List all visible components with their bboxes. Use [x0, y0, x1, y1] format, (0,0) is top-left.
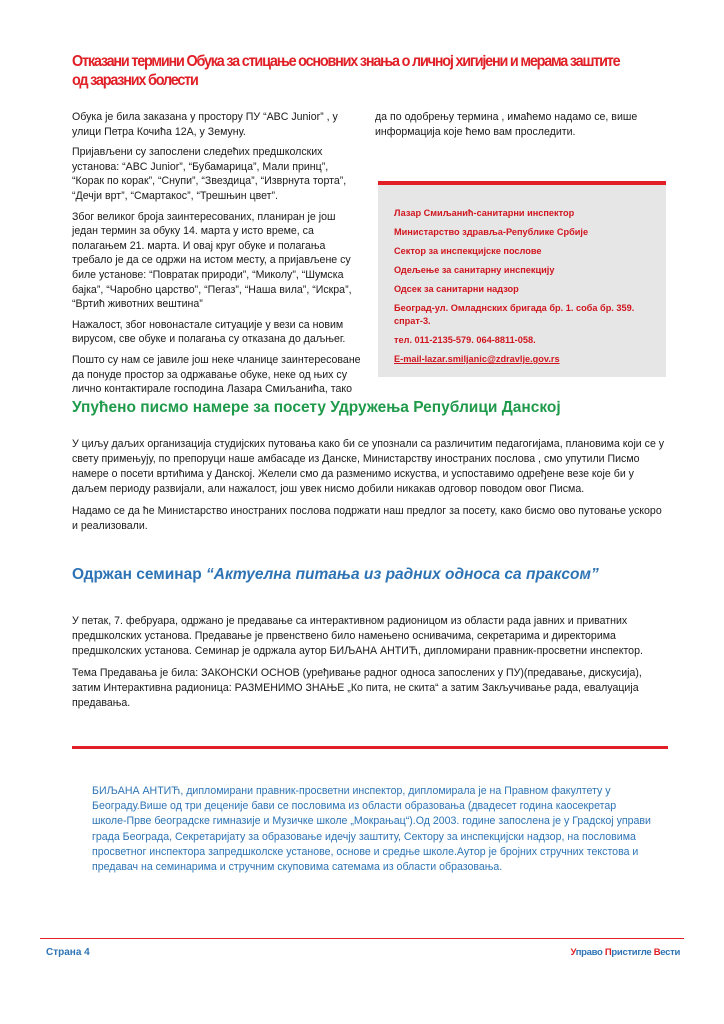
paragraph: У петак, 7. фебруара, одржано је предавање са интерактивном радионицом из области рада јавних и приватних предшколских установа. Предавање је првенствено било намењено оснивачима, секретарима и директорима предшколских установа. Семинар је одржала аутор БИЉАНА АНТИЋ, дипломирани правник-просветни инспектор.: [72, 615, 643, 657]
paragraph: У циљу даљих организација студијских путовања како би се упознали са различитим педагогијама, плановима који се у свету примењују, по препоруци наше амбасаде из Данске, Министарству иностраних послова , смо упутили Писмо намере о посети вртићима у Данској. Желели смо да разменимо искуства, и успоставимо одређене везе које би у даљем периоду развијали, али нажалост, још увек нисмо добили никакав одговор поводом овог Писма.: [72, 438, 665, 495]
brand-initial: П: [604, 947, 612, 958]
heading-seminar-title: “Актуелна питања из радних односа са праксом”: [206, 566, 599, 583]
paragraph: Надамо се да ће Министарство иностраних послова подржати наш предлог за посету, како бисмо ово путовање ускоро и реализовали.: [72, 505, 662, 532]
brand-initial: В: [653, 947, 661, 958]
contact-section: Одсек за санитарни надзор: [394, 284, 519, 294]
section-body-seminar: [72, 614, 668, 718]
paragraph: Због великог броја заинтересованих, планиран је још један термин за обуку 14. марта у исто време, са полагањем 21. марта. И овај круг обуке и полагања требало је да се одржи на истом месту, а пријављене су биле установе: “Повратак природи”, “Миколу”, “Шумска бајка”, “Чаробно царство”, “Пегаз”, “Наша вила”, “Искра”, “Вртић животних вештина”: [72, 210, 352, 311]
contact-name: Лазар Смиљанић-санитарни инспектор: [394, 208, 575, 218]
newsletter-brand: [570, 947, 680, 958]
paragraph: Пријављени су запослени следећих предшколских установа: “ABC Junior”, “Бубамарица”, Мали принц”, “Корак по корак”, “Снупи”, “Звездица”, “Изврнута торта”, “Дечји врт”, “Смартакос”, “Трешњин цвет”.: [72, 146, 347, 202]
paragraph: Обука је била заказана у простору ПУ “ABC Junior” , у улици Петра Кочића 12А, у Земуну.: [72, 111, 338, 138]
paragraph: Пошто су нам се јавиле још неке чланице заинтересоване да понуде простор за одржавање обуке, неке од њих су лично контактирале господина Лазара Смиљанића, тако: [72, 353, 361, 396]
paragraph: да по одобрењу термина , имаћемо надамо се, више информација које ћемо вам проследити.: [375, 111, 638, 138]
brand-word: ести: [660, 947, 680, 958]
article-title: Отказани термини Обука за стицање основних знања о личној хигијени и мерама заштите од заразних болести: [72, 53, 620, 89]
contact-box: [378, 181, 666, 377]
contact-sector: Сектор за инспекцијске послове: [394, 246, 542, 256]
paragraph: Нажалост, због новонастале ситуације у вези са новим вирусом, све обуке и полагања су отказана до даљњег.: [72, 318, 346, 346]
brand-word: право: [575, 947, 605, 958]
section-heading-seminar: [72, 565, 692, 584]
section-heading-denmark: Упућено писмо намере за посету Удружења Републици Данској: [72, 399, 561, 416]
section-divider: [72, 746, 668, 749]
contact-email-link[interactable]: E-mail-lazar.smiljanic@zdravlje.gov.rs: [394, 354, 560, 364]
paragraph: Тема Предавања је била: ЗАКОНСКИ ОСНОВ (уређивање радног односа запослених у ПУ)(предавање, дискусија), затим Интерактивна радионица: РАЗМЕНИМО ЗНАЊЕ „Ко пита, не скита“ а затим Закључивање рада, евалуација предавања.: [72, 667, 642, 709]
contact-address: Београд-ул. Омладнских бригада бр. 1. соба бр. 359. спрат-3.: [394, 303, 635, 326]
article-column-right: [375, 110, 665, 145]
brand-word: ристигле: [611, 947, 654, 958]
author-bio: БИЉАНА АНТИЋ, дипломирани правник-просветни инспектор, дипломирала је на Правном факултету у Београду.Више од три деценије бави се пословима из области образовања (двадесет година каосекретар школе-Прве београдске гимназије и Музичке школе „Мокрањац“).Од 2003. године запослена је у Градској управи града Београда, Секретаријату за образовање идечју заштиту, Сектору за инспекцијски надзор, на пословима просветног инспектора запредшколске установе, основе и средње школе.Аутор је бројних стручних текстова и предавач на семинарима и стручним скуповима сатемама из области образовања.: [92, 785, 651, 874]
contact-ministry: Министарство здравља-Републике Србије: [394, 227, 589, 237]
page-number: Страна 4: [46, 947, 90, 958]
heading-prefix: Одржан семинар: [72, 566, 207, 583]
article-column-left: [72, 110, 362, 403]
contact-phone: тел. 011-2135-579. 064-8811-058.: [394, 335, 536, 345]
brand-initial: У: [570, 947, 576, 958]
footer-divider: [40, 938, 684, 939]
contact-department: Одељење за санитарну инспекцију: [394, 265, 555, 275]
section-body-denmark: [72, 437, 668, 541]
